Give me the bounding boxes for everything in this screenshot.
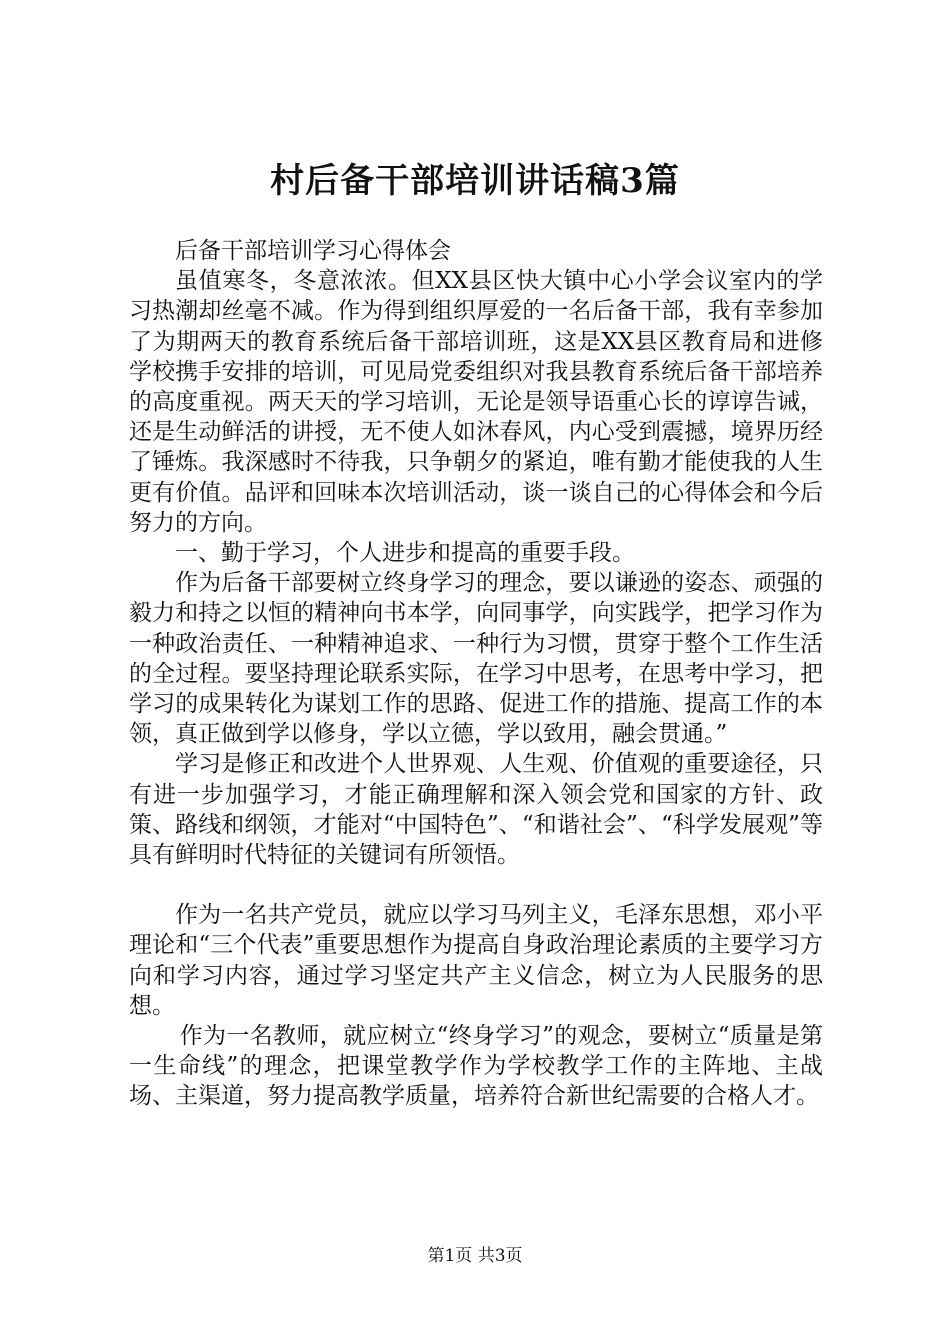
body-paragraph: 虽值寒冬，冬意浓浓。但XX县区快大镇中心小学会议室内的学习热潮却丝毫不减。作为得到组织厚爱的一名后备干部，我有幸参加了为期两天的教育系统后备干部培训班，这是XX县区教育局和进修学校携手安排的培训，可见局党委组织对我县教育系统后备干部培养的高度重视。两天天的学习培训，无论是领导语重心长的谆谆告诫，还是生动鲜活的讲授，无不使人如沐春风，内心受到震撼，境界历经了锤炼。我深感时不待我，只争朝夕的紧迫，唯有勤才能使我的人生更有价值。品评和回味本次培训活动，谈一谈自己的心得体会和今后努力的方向。: [129, 268, 823, 536]
document-title: 村后备干部培训讲话稿3篇: [270, 161, 680, 201]
section-heading: 一、勤于学习，个人进步和提高的重要手段。: [175, 540, 635, 567]
section-heading: 后备干部培训学习心得体会: [175, 238, 451, 264]
body-paragraph: 作为后备干部要树立终身学习的理念，要以谦逊的姿态、顽强的毅力和持之以恒的精神向书本学，向同事学，向实践学，把学习作为一种政治责任、一种精神追求、一种行为习惯，贯穿于整个工作生活的全过程。要坚持理论联系实际，在学习中思考，在思考中学习，把学习的成果转化为谋划工作的思路、促进工作的措施、提高工作的本领，真正做到学以修身，学以立德，学以致用，融会贯通。”: [129, 570, 823, 748]
document-body: [129, 236, 823, 1112]
page-number-footer: 第1页 共3页: [427, 1246, 523, 1266]
body-paragraph: 作为一名共产党员，就应以学习马列主义，毛泽东思想，邓小平理论和“三个代表”重要思想作为提高自身政治理论素质的主要学习方向和学习内容，通过学习坚定共产主义信念，树立为人民服务的思想。: [129, 902, 823, 1019]
body-paragraph: 学习是修正和改进个人世界观、人生观、价值观的重要途径，只有进一步加强学习，才能正确理解和深入领会党和国家的方针、政策、路线和纲领，才能对“中国特色”、“和谐社会”、“科学发展观”等具有鲜明时代特征的关键词有所领悟。: [129, 751, 823, 869]
body-paragraph: 作为一名教师，就应树立“终身学习”的观念，要树立“质量是第一生命线”的理念，把课堂教学作为学校教学工作的主阵地、主战场、主渠道，努力提高教学质量，培养符合新世纪需要的合格人才。: [129, 1023, 823, 1110]
paragraph-spacer: [129, 870, 823, 900]
